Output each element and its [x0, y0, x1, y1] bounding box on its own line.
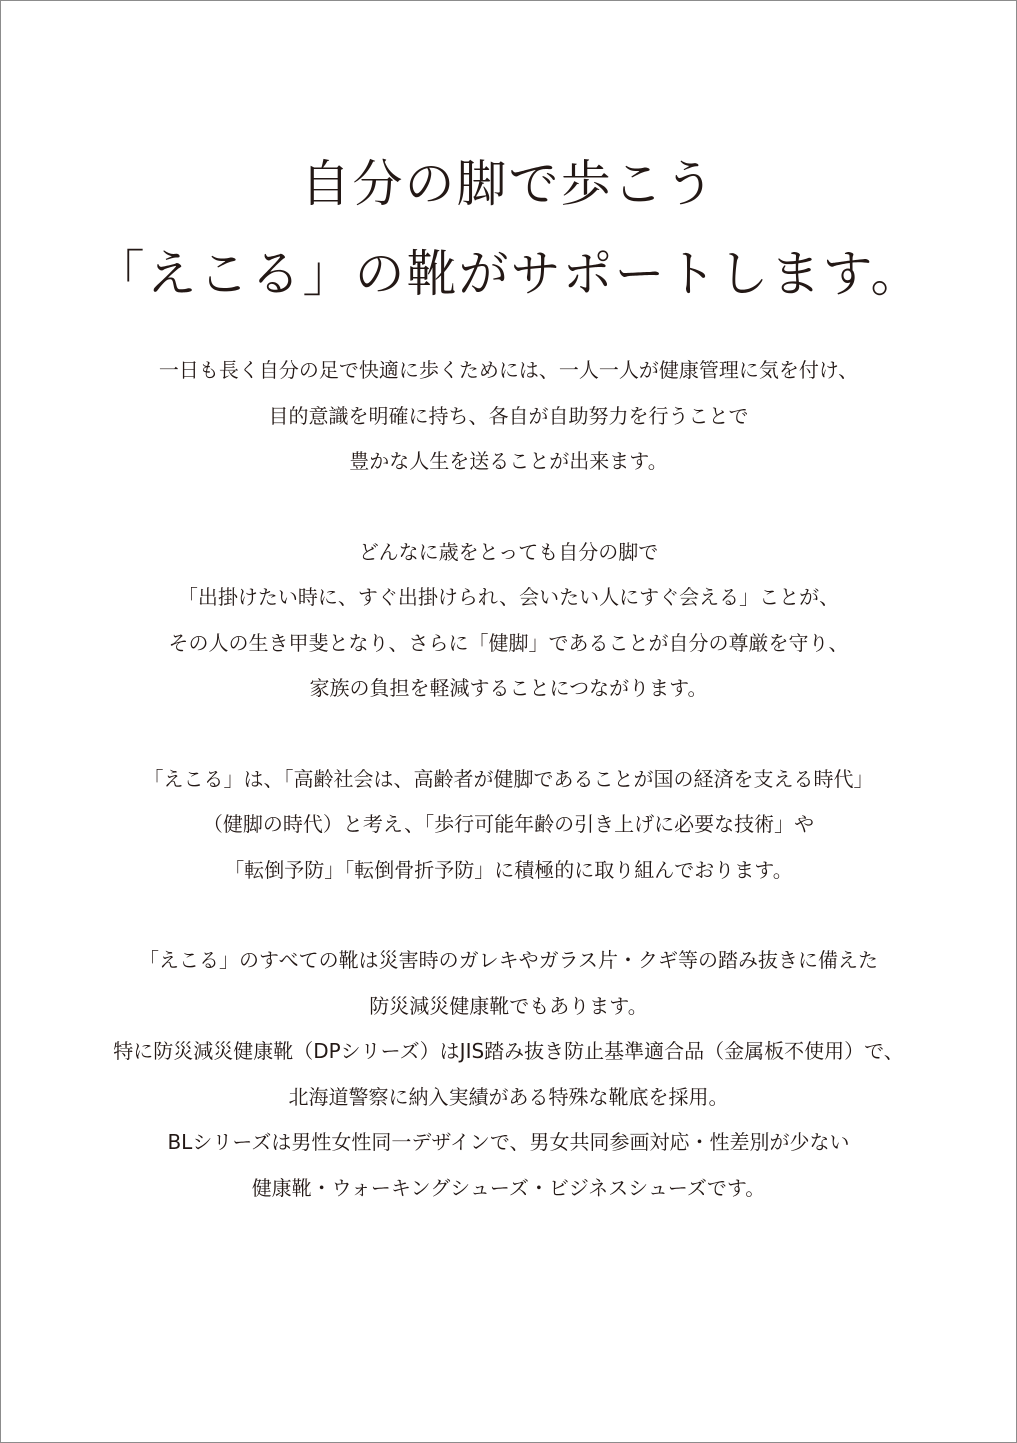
text-line: 豊かな人生を送ることが出来ます。: [349, 449, 668, 473]
text-line: 健康靴・ウォーキングシューズ・ビジネスシューズです。: [251, 1175, 766, 1200]
paragraph-healthy-legs: [1, 530, 1016, 712]
text-line: 家族の負担を軽減することにつながります。: [309, 676, 708, 700]
paragraph-disaster-shoes: [1, 938, 1016, 1211]
text-line: 「えこる」のすべての靴は災害時のガレキやガラス片・クギ等の踏み抜きに備えた: [139, 948, 878, 972]
text-line: 目的意識を明確に持ち、各自が自助努力を行うことで: [268, 403, 749, 428]
text-line: どんなに歳をとっても自分の脚で: [358, 539, 659, 564]
text-line: 北海道警察に納入実績がある特殊な靴底を採用。: [288, 1084, 729, 1109]
text-line: （健脚の時代）と考え、「歩行可能年齢の引き上げに必要な技術」や: [202, 812, 815, 836]
headline: [1, 139, 1016, 319]
text-line: 防災減災健康靴でもあります。: [369, 993, 648, 1018]
text-line: BLシリーズは男性女性同一デザインで、男女共同参画対応・性差別が少ない: [167, 1130, 850, 1154]
text-line: 「転倒予防」「転倒骨折予防」に積極的に取り組んでおります。: [224, 857, 793, 882]
headline-line: 「えこる」の靴がサポートします。: [94, 245, 923, 303]
text-line: 一日も長く自分の足で快適に歩くためには、一人一人が健康管理に気を付け、: [158, 358, 859, 382]
text-line: 特に防災減災健康靴（DPシリーズ）はJIS踏み抜き防止基準適合品（金属板不使用）で、: [113, 1039, 904, 1063]
text-line: その人の生き甲斐となり、さらに「健脚」であることが自分の尊厳を守り、: [168, 630, 849, 655]
text-line: 「えこる」は、「高齢社会は、高齢者が健脚であることが国の経済を支える時代」: [143, 766, 874, 791]
body-text: [1, 348, 1016, 1256]
headline-line: 自分の脚で歩こう: [300, 155, 717, 213]
text-line: 「出掛けたい時に、すぐ出掛けられ、会いたい人にすぐ会える」ことが、: [177, 585, 840, 609]
paragraph-health-management: [1, 348, 1016, 485]
paragraph-aging-society: [1, 757, 1016, 894]
